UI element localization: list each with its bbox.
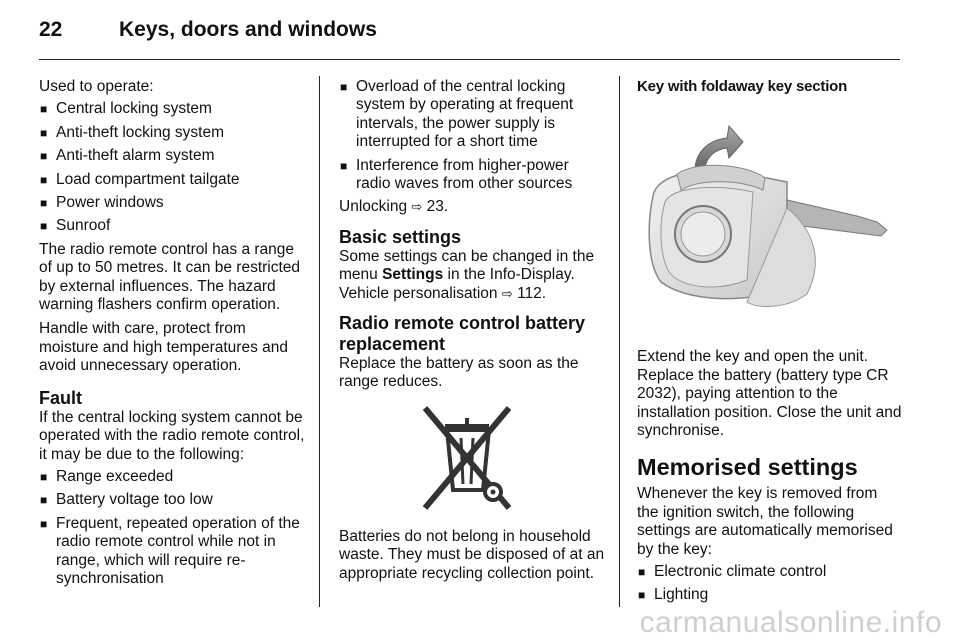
operate-list: [39, 100, 305, 235]
fault-list-continued: [339, 78, 605, 193]
memorised-list: [637, 563, 903, 605]
foldaway-key-illustration: [637, 104, 903, 334]
list-item: ■ Range exceeded: [39, 468, 305, 486]
key-battery-figure: [637, 104, 903, 334]
basic-settings-heading: Basic settings: [339, 226, 462, 247]
unlocking-reference: [339, 198, 605, 216]
basic-text: Some settings can be changed in the menu: [339, 247, 595, 284]
list-item: ■ Lighting: [637, 586, 903, 604]
list-item: ■ Battery voltage too low: [39, 491, 305, 509]
list-item: ■ Overload of the central locking system by operating at frequent intervals, the power supply is interrupted for a short time: [339, 78, 605, 152]
unlocking-label: Unlocking: [339, 198, 408, 216]
column-2: [339, 78, 605, 589]
list-item: ■ Interference from higher-power radio waves from other sources: [339, 157, 605, 194]
list-item: ■ Frequent, repeated operation of the radio remote control while not in range, which will require re-synchronisation: [39, 515, 305, 589]
header-rule: [39, 59, 900, 60]
disposal-paragraph: Batteries do not belong in household waste. They must be disposed of at an appropriate recycling collection point.: [339, 527, 605, 582]
chapter-title: Keys, doors and windows: [119, 18, 377, 41]
battery-replacement-heading: Radio remote control battery replacement: [339, 313, 586, 355]
figure-caption: Key with foldaway key section: [637, 78, 848, 95]
memorised-paragraph: Whenever the key is removed from the ignition switch, the following settings are automatically memorised by the key:: [637, 485, 893, 558]
battery-paragraph: Replace the battery as soon as the range reduces.: [339, 355, 579, 391]
fault-paragraph: If the central locking system cannot be operated with the radio remote control, it may be due to the following:: [39, 408, 305, 463]
fault-heading: Fault: [39, 387, 82, 408]
basic-text: in the Info-Display.: [443, 266, 575, 284]
care-paragraph: Handle with care, protect from moisture and high temperatures and avoid unnecessary operation.: [39, 320, 289, 375]
intro-text: Used to operate:: [39, 78, 154, 95]
cross-reference-icon: ⇨: [411, 199, 423, 215]
fault-list: [39, 468, 305, 588]
list-item: ■ Sunroof: [39, 217, 305, 235]
basic-settings-paragraph: [339, 248, 605, 285]
unlocking-page-link[interactable]: 23.: [426, 198, 449, 216]
crossed-bin-figure: [417, 404, 517, 514]
column-divider-1: [319, 76, 320, 607]
list-item: ■ Power windows: [39, 194, 305, 212]
column-1: [39, 78, 305, 593]
memorised-settings-heading: Memorised settings: [637, 454, 858, 481]
cross-reference-icon: ⇨: [501, 285, 513, 301]
list-item: ■ Central locking system: [39, 100, 305, 118]
page-number: 22: [39, 18, 63, 41]
list-item: ■ Anti-theft alarm system: [39, 147, 305, 165]
settings-menu-name: Settings: [382, 266, 444, 284]
extend-key-paragraph: Extend the key and open the unit. Replace the battery (battery type CR 2032), paying attention to the installation position. Close the unit and synchronise.: [637, 348, 902, 440]
column-divider-2: [619, 76, 620, 607]
crossed-out-bin-icon: [417, 404, 517, 514]
vehicle-label: Vehicle personalisation: [339, 284, 498, 302]
list-item: ■ Electronic climate control: [637, 563, 903, 581]
vehicle-personalisation-reference: [339, 285, 605, 303]
range-paragraph: The radio remote control has a range of up to 50 metres. It can be restricted by external influences. The hazard warning flashers confirm operation.: [39, 240, 301, 314]
column-3: [637, 78, 903, 610]
list-item: ■ Anti-theft locking system: [39, 124, 305, 142]
vehicle-page-link[interactable]: 112.: [517, 284, 547, 302]
page-header: [39, 18, 377, 46]
list-item: ■ Load compartment tailgate: [39, 171, 305, 189]
watermark: carmanualsonline.info: [639, 606, 942, 639]
